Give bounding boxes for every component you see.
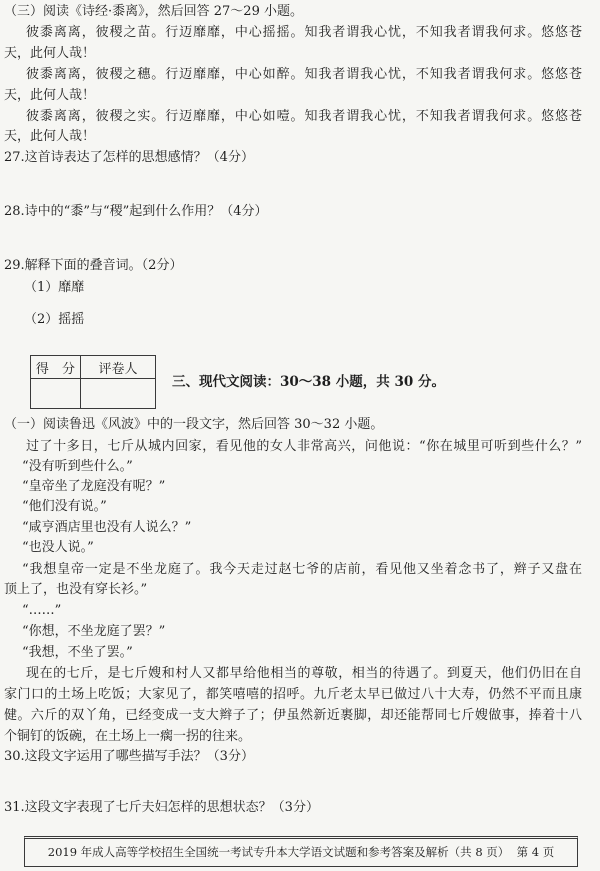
poem-line: 天，此何人哉！ (4, 88, 96, 103)
question-28: 28.诗中的“黍”与“稷”起到什么作用？（4分） (4, 204, 268, 219)
passage-line: “也没人说。” (22, 540, 94, 555)
question-29: 29.解释下面的叠音词。（2分） (4, 258, 183, 273)
passage-line: “我想，不坐了罢。” (22, 645, 133, 660)
score-cell (31, 379, 81, 409)
passage-line: “咸亨酒店里也没有人说么？” (22, 520, 192, 535)
reading-1-intro: （一）阅读鲁迅《风波》中的一段文字，然后回答 30～32 小题。 (4, 417, 384, 432)
question-31: 31.这段文字表现了七斤夫妇怎样的思想状态？（3分） (4, 800, 319, 815)
question-27: 27.这首诗表达了怎样的思想感情？（4分） (4, 150, 254, 165)
score-header: 得 分 (31, 356, 81, 379)
passage-line: 现在的七斤，是七斤嫂和村人又都早给他相当的尊敬，相当的待遇了。到夏天，他们仍旧在自 (26, 666, 582, 681)
poem-line: 天，此何人哉！ (4, 129, 96, 144)
page-footer (24, 836, 578, 867)
question-30: 30.这段文字运用了哪些描写手法？（3分） (4, 749, 254, 764)
section-3-intro: （三）阅读《诗经·黍离》，然后回答 27～29 小题。 (4, 4, 303, 19)
passage-line: “他们没有说。” (22, 499, 107, 514)
passage-line: “我想皇帝一定是不坐龙庭了。我今天走过赵七爷的店前，看见他又坐着念书了，辫子又盘在 (22, 562, 582, 577)
passage-line: “皇帝坐了龙庭没有呢？” (22, 479, 166, 494)
poem-line: 彼黍离离，彼稷之实。行迈靡靡，中心如噎。知我者谓我心忧，不知我者谓我何求。悠悠苍 (26, 109, 582, 124)
poem-line: 彼黍离离，彼稷之苗。行迈靡靡，中心摇摇。知我者谓我心忧，不知我者谓我何求。悠悠苍 (26, 25, 582, 40)
question-29-item-2: （2）摇摇 (24, 312, 85, 327)
score-table (30, 355, 156, 409)
poem-line: 彼黍离离，彼稷之穗。行迈靡靡，中心如醉。知我者谓我心忧，不知我者谓我何求。悠悠苍 (26, 67, 582, 82)
passage-line: 健。六斤的双丫角，已经变成一支大辫子了；伊虽然新近裹脚，却还能帮同七斤嫂做事，捧着十八 (4, 708, 582, 723)
passage-line: “……” (22, 603, 62, 618)
passage-line: “你想，不坐龙庭了罢？” (22, 624, 166, 639)
passage-line: 个铜钉的饭碗，在土场上一瘸一拐的往来。 (4, 729, 252, 744)
passage-line: 顶上了，也没有穿长衫。” (4, 582, 148, 597)
grader-cell (81, 379, 156, 409)
grader-header: 评卷人 (81, 356, 156, 379)
footer-text: 2019 年成人高等学校招生全国统一考试专升本大学语文试题和参考答案及解析（共 8 页） 第 4 页 (47, 845, 555, 859)
question-29-item-1: （1）靡靡 (24, 280, 85, 295)
passage-line: “没有听到些什么。” (22, 459, 133, 474)
poem-line: 天，此何人哉！ (4, 46, 96, 61)
part-3-heading: 三、现代文阅读：30～38 小题，共 30 分。 (172, 374, 445, 390)
passage-line: 家门口的土场上吃饭；大家见了，都笑嘻嘻的招呼。九斤老太早已做过八十大寿，仍然不平而且康 (4, 687, 582, 702)
passage-line: 过了十多日，七斤从城内回家，看见他的女人非常高兴，问他说：“你在城里可听到些什么？” (26, 439, 582, 454)
